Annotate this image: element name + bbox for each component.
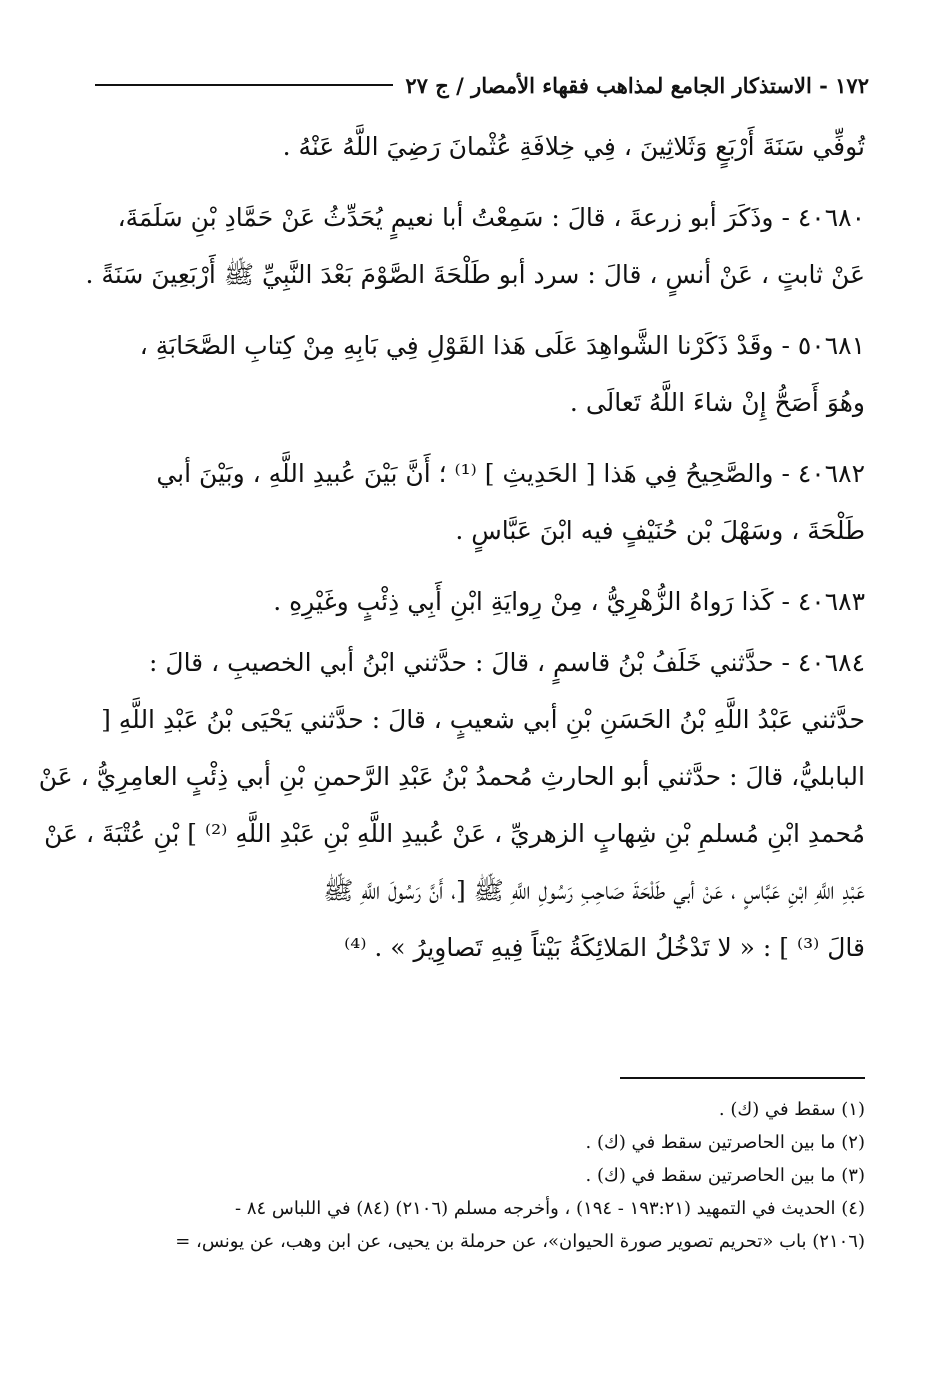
text-line: مُحمدِ ابْنِ مُسلمِ بْنِ شِهابٍ الزهريِّ ، عَنْ عُبيدِ اللَّهِ بْنِ عَبْدِ اللَّهِ ⁽²⁾ ] بْنِ عُتْبَةَ ، عَنْ	[44, 819, 865, 848]
text-line: ٤٠٦٨٤ - حدَّثني خَلَفُ بْنُ قاسمٍ ، قالَ : حدَّثني ابْنُ أبي الخصيبِ ، قالَ :	[149, 648, 865, 677]
text-line: عَبْدِ اللَّهِ ابْنِ عَبَّاسٍ ، عَنْ أبي طَلْحَةَ صَاحِبِ رَسُولِ اللَّهِ ﷺ [، أَنَّ رَسُولَ اللَّهِ ﷺ	[323, 876, 865, 905]
footnote-3: (٣) ما بين الحاصرتين سقط في (ك) .	[585, 1165, 865, 1186]
running-header	[95, 58, 869, 98]
footnotes	[82, 1093, 865, 1258]
paragraph	[82, 445, 865, 559]
text-line: وهُوَ أَصَحُّ إِنْ شاءَ اللَّهُ تَعالَى .	[569, 388, 865, 417]
text-line: ٤٠٦٨٢ - والصَّحِيحُ فِي هَذا [ الحَدِيثِ ] ⁽¹⁾ ؛ أَنَّ بَيْنَ عُبيدِ اللَّهِ ، وبَيْنَ أبي	[156, 459, 865, 488]
paragraph	[82, 118, 865, 175]
footnote-4: (٤) الحديث في التمهيد (١٩٣:٢١ - ١٩٤) ، وأخرجه مسلم (٢١٠٦) (٨٤) في اللباس ٨٤ -	[235, 1198, 865, 1219]
footnote-2: (٢) ما بين الحاصرتين سقط في (ك) .	[585, 1132, 865, 1153]
main-text	[38, 118, 865, 990]
paragraph	[38, 634, 865, 976]
paragraph	[82, 317, 865, 431]
header-rule	[95, 84, 393, 86]
paragraph	[82, 573, 865, 630]
text-line: قالَ ⁽³⁾ ] : « لا تَدْخُلُ المَلائِكَةُ بَيْتاً فِيهِ تَصاوِيرُ » . ⁽⁴⁾	[344, 933, 865, 962]
footnote-4-continued: (٢١٠٦) باب «تحريم تصوير صورة الحيوان»، عن حرملة بن يحيى، عن ابن وهب، عن يونس، =	[175, 1231, 865, 1252]
text-line: عَنْ ثابتٍ ، عَنْ أنسٍ ، قالَ : سرد أبو طَلْحَةَ الصَّوْمَ بَعْدَ النَّبِيِّ ﷺ أَرْبَعِينَ سَنَةً .	[85, 260, 865, 289]
text-line: طَلْحَةَ ، وسَهْلَ بْن حُنَيْفٍ فيه ابْنَ عَبَّاسٍ .	[455, 516, 865, 545]
text-line: البابليُّ، قالَ : حدَّثني أبو الحارثِ مُحمدُ بْنُ عَبْدِ الرَّحمنِ بْنِ أبي ذِئْبٍ العامِرِيُّ ، عَنْ	[38, 762, 865, 791]
text-line: ٤٠٦٨٣ - كَذا رَواهُ الزُّهْرِيُّ ، مِنْ رِوايَةِ ابْنِ أَبِي ذِئْبٍ وغَيْرِهِ .	[273, 587, 865, 616]
footnote-1: (١) سقط في (ك) .	[718, 1099, 865, 1120]
text-line: ٥٠٦٨١ - وقَدْ ذَكَرْنا الشَّواهِدَ عَلَى هَذا القَوْلِ فِي بَابِهِ مِنْ كِتابِ الصَّحَابَةِ ،	[139, 331, 865, 360]
text-line: تُوفِّي سَنَةَ أَرْبَعٍ وَثَلاثِينَ ، فِي خِلافَةِ عُثْمانَ رَضِيَ اللَّهُ عَنْهُ .	[282, 132, 865, 161]
text-line: ٤٠٦٨٠ - وذَكَرَ أبو زرعةَ ، قالَ : سَمِعْتُ أبا نعيمٍ يُحَدِّثُ عَنْ حَمَّادِ بْنِ سَلَمَةَ،	[117, 203, 865, 232]
paragraph	[82, 189, 865, 303]
footnote-separator	[620, 1077, 865, 1079]
header-title: ١٧٢ - الاستذكار الجامع لمذاهب فقهاء الأمصار / ج ٢٧	[405, 72, 869, 98]
text-line: حدَّثني عَبْدُ اللَّهِ بْنُ الحَسَنِ بْنِ أبي شعيبٍ ، قالَ : حدَّثني يَحْيَى بْنُ عَبْدِ اللَّهِ [	[101, 705, 865, 734]
